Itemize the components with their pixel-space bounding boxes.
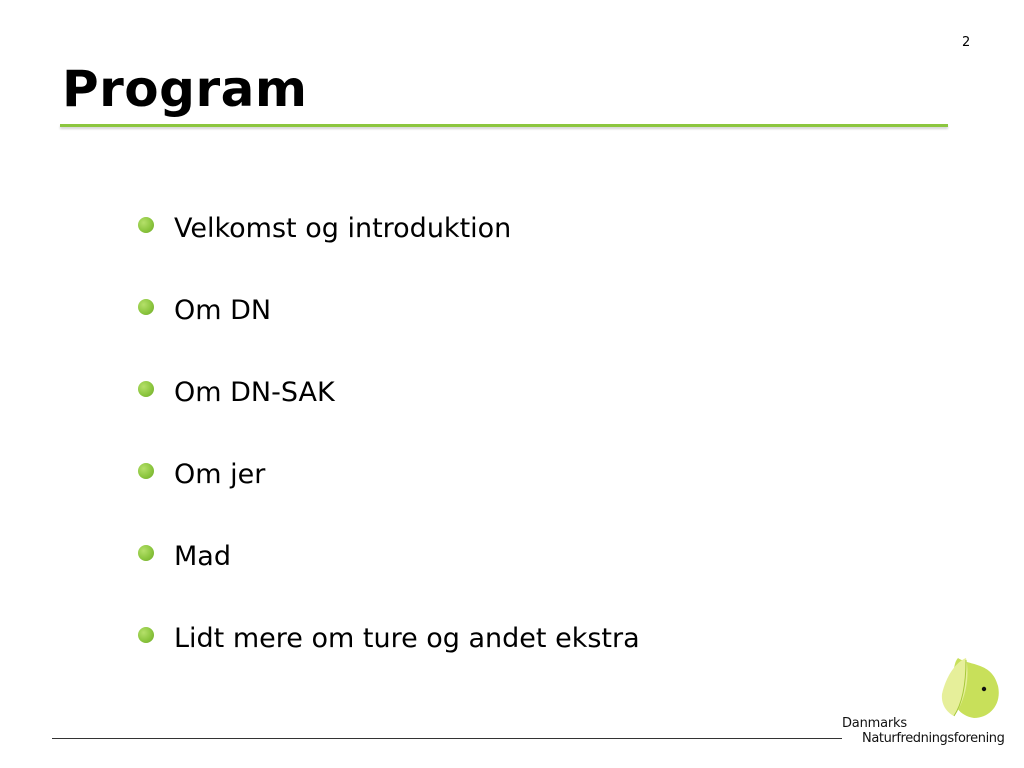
- list-item-label: Om DN-SAK: [174, 377, 335, 408]
- list-item: [138, 457, 640, 539]
- title-underline: [60, 124, 948, 127]
- agenda-list: [138, 211, 640, 703]
- list-item-label: Om jer: [174, 459, 266, 490]
- slide-title: Program: [62, 60, 308, 118]
- list-item-label: Lidt mere om ture og andet ekstra: [174, 623, 640, 654]
- bullet-icon: [138, 381, 154, 397]
- bullet-icon: [138, 545, 154, 561]
- bullet-icon: [138, 463, 154, 479]
- list-item: [138, 539, 640, 621]
- leaf-logo-icon: [940, 656, 1000, 720]
- list-item-label: Mad: [174, 541, 231, 572]
- list-item-label: Velkomst og introduktion: [174, 213, 512, 244]
- list-item: [138, 293, 640, 375]
- list-item: [138, 375, 640, 457]
- bullet-icon: [138, 627, 154, 643]
- slide-number: 2: [962, 35, 971, 50]
- bullet-icon: [138, 299, 154, 315]
- footer-divider: [52, 738, 842, 739]
- logo-text-line2: Naturfredningsforening: [862, 731, 1005, 746]
- list-item: [138, 211, 640, 293]
- logo-text-line1: Danmarks: [842, 716, 907, 731]
- organization-logo: [838, 656, 1004, 746]
- list-item: [138, 621, 640, 703]
- bullet-icon: [138, 217, 154, 233]
- list-item-label: Om DN: [174, 295, 272, 326]
